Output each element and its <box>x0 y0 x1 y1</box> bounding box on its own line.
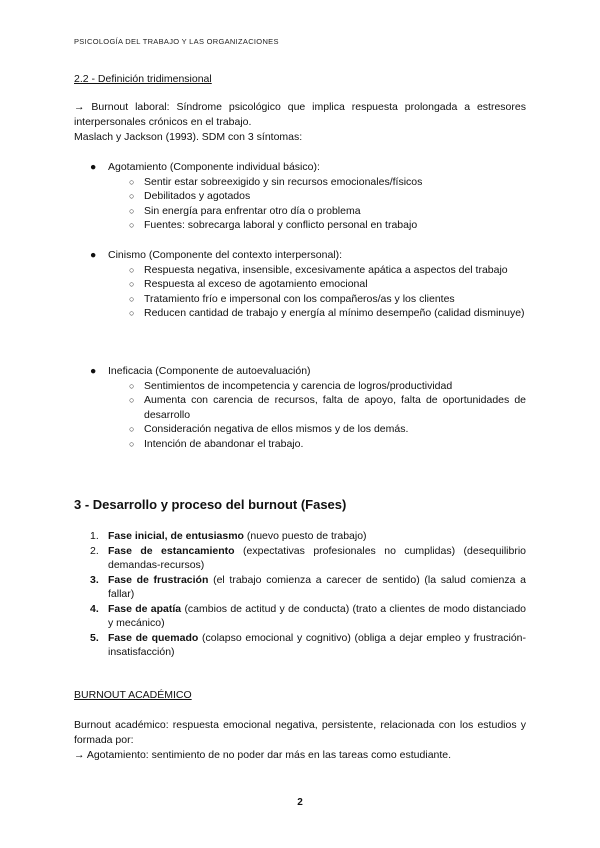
phase-name: Fase inicial, de entusiasmo <box>108 530 244 542</box>
sub-item <box>74 422 526 437</box>
page-number: 2 <box>297 797 303 808</box>
sub-item-text: Reducen cantidad de trabajo y energía al mínimo desempeño (calidad disminuye) <box>144 307 525 319</box>
circle-bullet-icon: ○ <box>129 220 135 230</box>
sub-item-text: Intención de abandonar el trabajo. <box>144 437 304 450</box>
bullet-label: Cinismo (Componente del contexto interpersonal): <box>108 249 343 261</box>
circle-bullet-icon: ○ <box>129 395 135 405</box>
circle-bullet-icon: ○ <box>129 205 135 216</box>
phase-desc: (cambios de actitud y de conducta) (trato a clientes de modo distanciado y mecánico) <box>108 602 526 629</box>
sub-item-text: Sentir estar sobreexigido y sin recursos emocionales/físicos <box>144 175 423 188</box>
circle-bullet-icon: ○ <box>129 424 135 434</box>
academic-line-2: → Agotamiento: sentimiento de no poder dar más en las tareas como estudiante. <box>74 749 452 761</box>
bullet-cinismo <box>74 248 526 321</box>
sub-item-text: Fuentes: sobrecarga laboral y conflicto personal en trabajo <box>144 219 418 231</box>
sub-item-text: Respuesta negativa, insensible, excesivamente apática a aspectos del trabajo <box>144 263 508 276</box>
phase-name: Fase de apatía <box>108 602 182 615</box>
phases-list <box>74 529 526 660</box>
academic-paragraph <box>74 718 526 763</box>
section-title: 2.2 - Definición tridimensional <box>74 73 212 85</box>
sub-item <box>74 393 526 422</box>
phase-number: 5. <box>90 631 99 644</box>
intro-line-1: → Burnout laboral: Síndrome psicológico que implica respuesta prolongada a estresores interpersonales crónicos en el trabajo. <box>74 101 526 128</box>
sub-item-text: Consideración negativa de ellos mismos y de los demás. <box>144 423 409 435</box>
phase-number: 1. <box>90 530 99 542</box>
bullet-item <box>74 160 526 175</box>
bullet-label: Agotamiento (Componente individual básico): <box>108 161 320 173</box>
bullet-item <box>74 364 526 379</box>
sub-item <box>74 189 526 204</box>
intro-line-2: Maslach y Jackson (1993). SDM con 3 síntomas: <box>74 131 303 143</box>
running-header: PSICOLOGÍA DEL TRABAJO Y LAS ORGANIZACIONES <box>74 37 279 46</box>
bullet-dot-icon: ● <box>90 161 97 173</box>
phase-desc: (colapso emocional y cognitivo) (obliga a dejar empleo y frustración-insatisfacción) <box>108 631 526 658</box>
circle-bullet-icon: ○ <box>129 380 135 391</box>
bullet-ineficacia <box>74 364 526 451</box>
sub-item-text: Tratamiento frío e impersonal con los compañeros/as y los clientes <box>144 292 455 305</box>
sub-item <box>74 263 526 278</box>
circle-bullet-icon: ○ <box>129 308 135 318</box>
sub-item <box>74 292 526 307</box>
phases-heading: 3 - Desarrollo y proceso del burnout (Fases) <box>74 497 347 512</box>
phase-number: 2. <box>90 544 99 557</box>
phase-name: Fase de quemado <box>108 631 199 644</box>
sub-item-text: Sentimientos de incompetencia y carencia de logros/productividad <box>144 379 453 392</box>
intro-paragraph <box>74 100 526 145</box>
sub-item <box>74 379 526 394</box>
phase-desc: (nuevo puesto de trabajo) <box>243 530 367 542</box>
circle-bullet-icon: ○ <box>129 191 135 201</box>
circle-bullet-icon: ○ <box>129 438 135 449</box>
circle-bullet-icon: ○ <box>129 293 135 304</box>
sub-item-text: Aumenta con carencia de recursos, falta de apoyo, falta de oportunidades de desarrollo <box>144 394 526 421</box>
circle-bullet-icon: ○ <box>129 176 135 187</box>
sub-item <box>74 437 526 452</box>
academic-line-1: Burnout académico: respuesta emocional negativa, persistente, relacionada con los estudios y formada por: <box>74 719 526 746</box>
bullet-dot-icon: ● <box>90 365 97 377</box>
phase-desc: (el trabajo comienza a carecer de sentido) (la salud comienza a fallar) <box>108 573 526 600</box>
phase-number: 4. <box>90 602 99 615</box>
academic-heading: BURNOUT ACADÉMICO <box>74 689 192 701</box>
phase-desc: (expectativas profesionales no cumplidas) (desequilibrio demandas-recursos) <box>108 544 526 571</box>
phase-item <box>74 602 526 631</box>
sub-item <box>74 218 526 233</box>
phase-item <box>74 573 526 602</box>
sub-item <box>74 204 526 219</box>
bullet-agotamiento <box>74 160 526 233</box>
bullet-item <box>74 248 526 263</box>
sub-item-text: Sin energía para enfrentar otro día o problema <box>144 204 361 217</box>
sub-item <box>74 277 526 292</box>
bullet-dot-icon: ● <box>90 249 97 261</box>
phase-item <box>74 631 526 660</box>
sub-item <box>74 306 526 321</box>
sub-item <box>74 175 526 190</box>
phase-number: 3. <box>90 573 99 586</box>
circle-bullet-icon: ○ <box>129 279 135 289</box>
phase-name: Fase de estancamiento <box>108 544 235 557</box>
phase-item <box>74 544 526 573</box>
phase-name: Fase de frustración <box>108 573 209 586</box>
sub-item-text: Respuesta al exceso de agotamiento emocional <box>144 278 368 290</box>
phase-item <box>74 529 526 544</box>
sub-item-text: Debilitados y agotados <box>144 190 251 202</box>
bullet-label: Ineficacia (Componente de autoevaluación) <box>108 365 311 377</box>
circle-bullet-icon: ○ <box>129 264 135 275</box>
